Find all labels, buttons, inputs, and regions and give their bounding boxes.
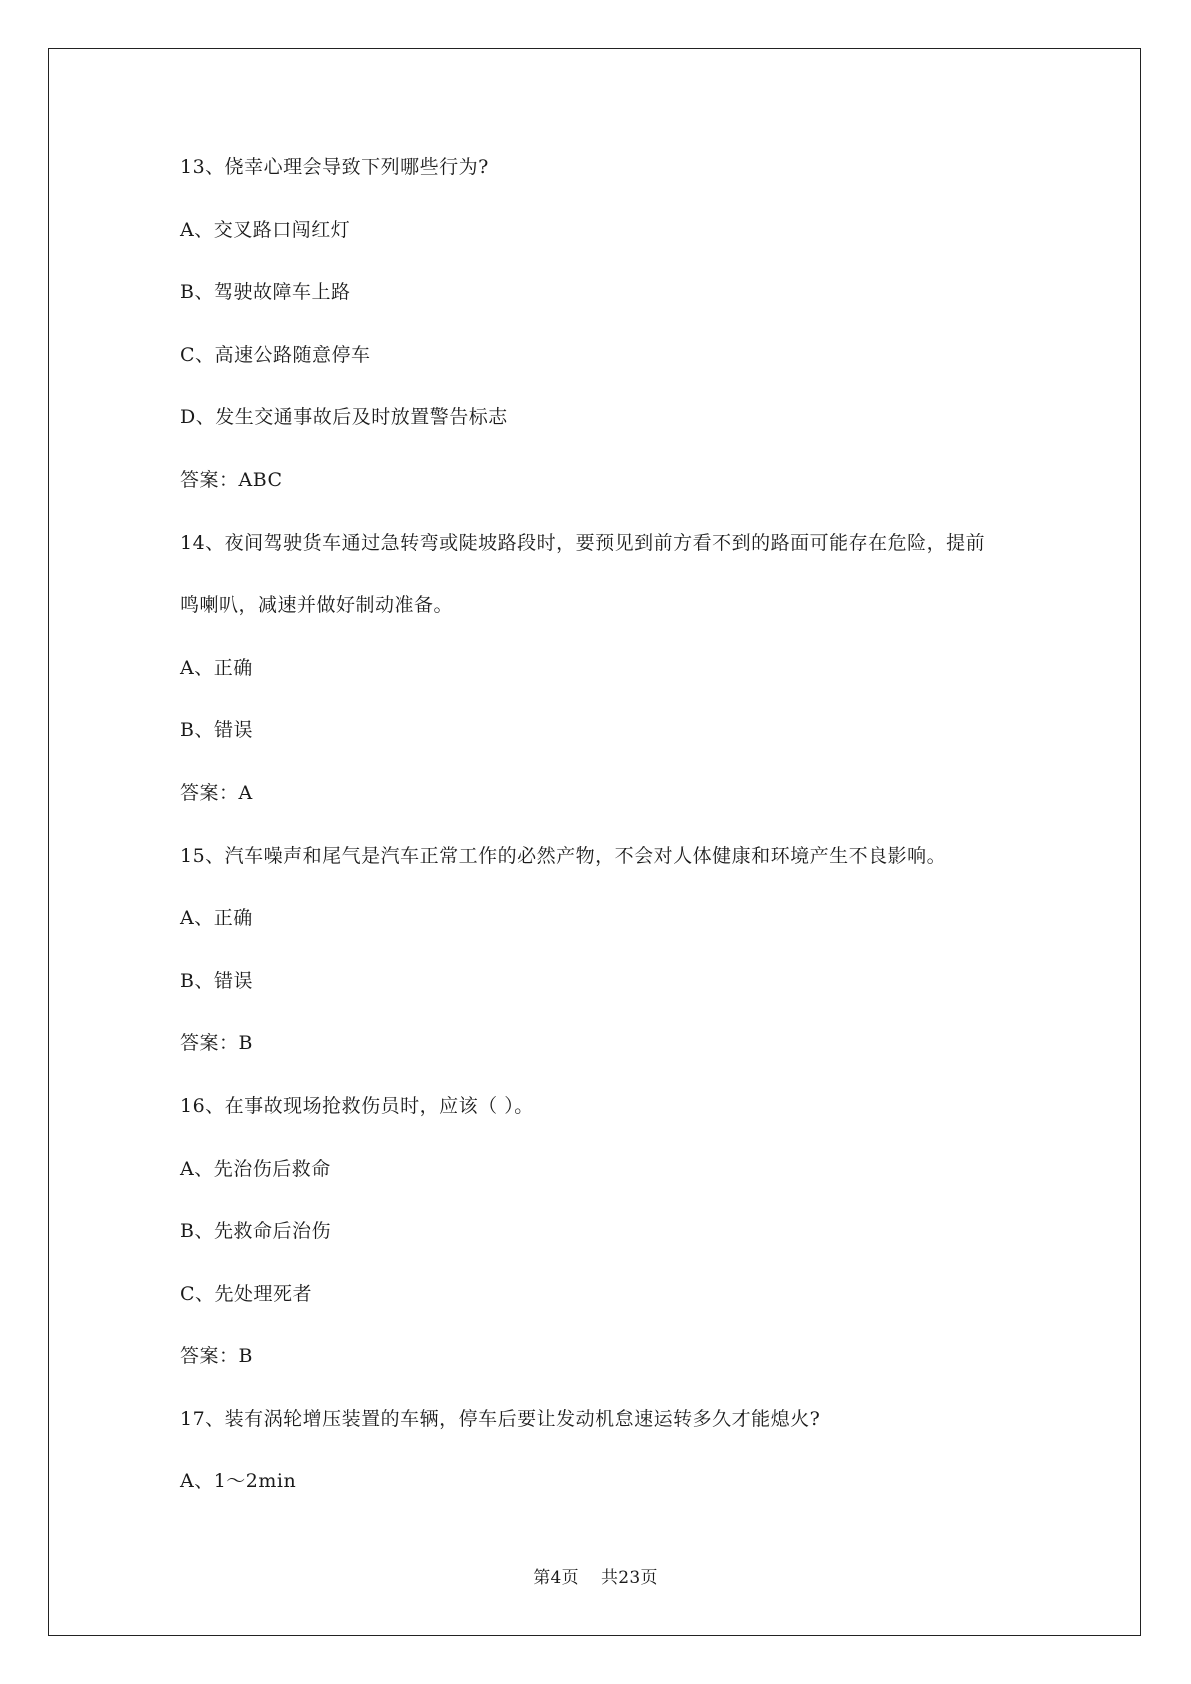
question-14-continued: 鸣喇叭，减速并做好制动准备。: [180, 594, 454, 617]
option-a: A、1～2min: [180, 1470, 297, 1493]
answer: 答案：B: [180, 1345, 253, 1368]
option-b: B、错误: [180, 719, 253, 742]
option-d: D、发生交通事故后及时放置警告标志: [180, 406, 508, 429]
option-c: C、高速公路随意停车: [180, 343, 371, 366]
page-number: 第4页: [533, 1568, 579, 1588]
page-footer: [0, 1567, 1191, 1589]
page-total: 共23页: [600, 1568, 658, 1588]
question-16: 16、在事故现场抢救伤员时，应该（ ）。: [180, 1094, 534, 1117]
option-b: B、先救命后治伤: [180, 1220, 331, 1243]
answer: 答案：A: [180, 781, 253, 804]
answer: 答案：ABC: [180, 468, 283, 491]
question-14: 14、夜间驾驶货车通过急转弯或陡坡路段时，要预见到前方看不到的路面可能存在危险，提前: [180, 531, 986, 554]
answer: 答案：B: [180, 1032, 253, 1055]
option-a: A、正确: [180, 656, 253, 679]
option-a: A、先治伤后救命: [180, 1157, 331, 1180]
option-b: B、驾驶故障车上路: [180, 281, 351, 304]
option-c: C、先处理死者: [180, 1282, 313, 1305]
option-a: A、交叉路口闯红灯: [180, 218, 351, 241]
question-17: 17、装有涡轮增压装置的车辆，停车后要让发动机怠速运转多久才能熄火?: [180, 1407, 821, 1430]
option-a: A、正确: [180, 907, 253, 930]
document-body: [180, 155, 1030, 1493]
question-13: 13、侥幸心理会导致下列哪些行为?: [180, 156, 489, 178]
option-b: B、错误: [180, 969, 253, 992]
question-15: 15、汽车噪声和尾气是汽车正常工作的必然产物，不会对人体健康和环境产生不良影响。: [180, 844, 947, 867]
